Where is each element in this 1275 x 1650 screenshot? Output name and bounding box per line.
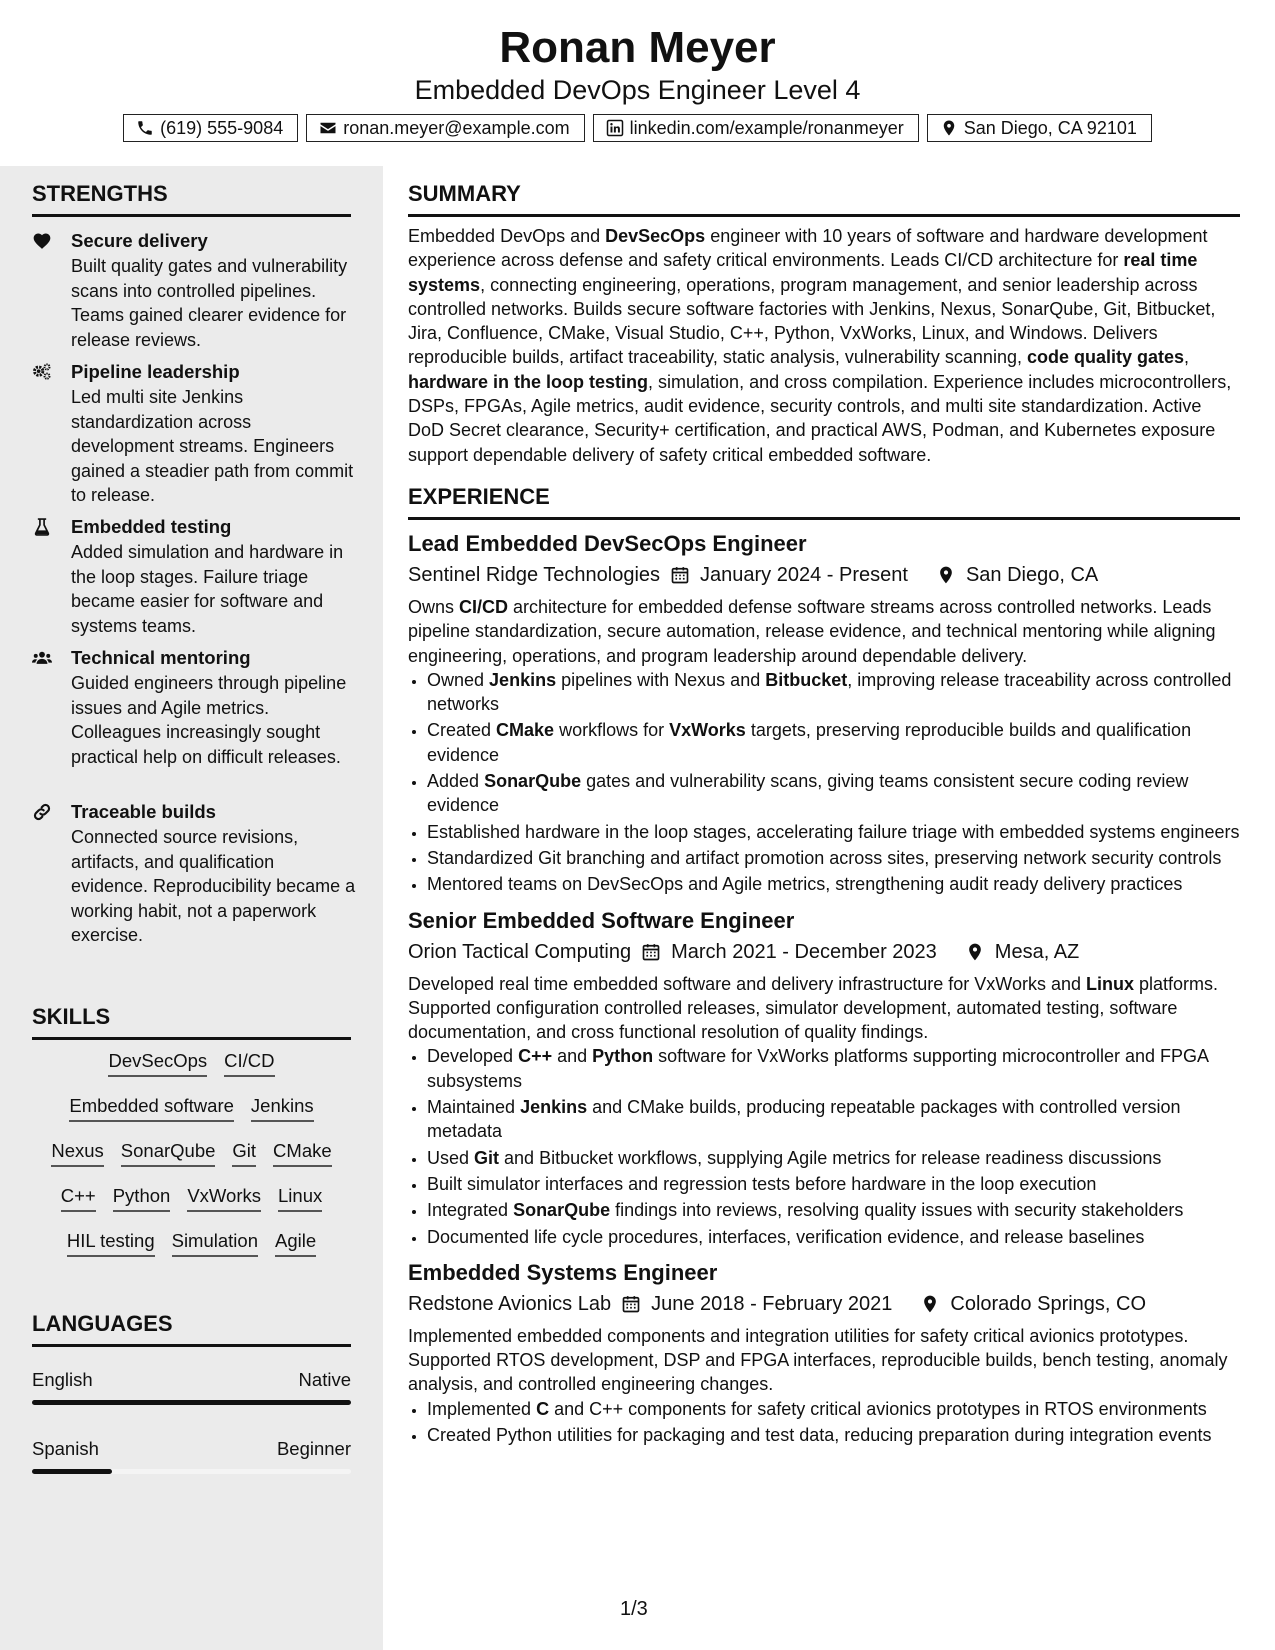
skill-tag: C++ [61, 1185, 96, 1212]
strengths-divider [32, 214, 351, 217]
summary-title: SUMMARY [408, 181, 521, 206]
summary-text [408, 224, 1240, 467]
text-run: , simulation, and cross compilation. Experience includes microcontrollers, DSPs, FPGAs, Agile metrics, audit evidence, security controls, and multi site standardization. Active DoD Secret clearance, Security+ certification, and practical AWS, Podman, and Kubernetes exposure support dependable delivery of safety critical embedded software. [408, 371, 1232, 465]
bullet-item [427, 1044, 1240, 1093]
language-proficiency-bar [32, 1400, 351, 1405]
job-description [408, 972, 1240, 1045]
job-title: Lead Embedded DevSecOps Engineer [408, 530, 807, 556]
skill-tag: Embedded software [69, 1095, 234, 1122]
language-proficiency-fill [32, 1469, 112, 1474]
bold-keyword: Linux [1086, 973, 1134, 994]
text-run: Owns [408, 596, 460, 617]
bullet-item [427, 668, 1240, 717]
text-run: Implemented [427, 1398, 537, 1419]
language-proficiency-bar [32, 1469, 351, 1474]
resume-header [0, 0, 1275, 166]
heart-icon [32, 231, 54, 253]
bold-keyword: Python [592, 1046, 654, 1067]
bold-keyword: code quality gates [1026, 347, 1185, 368]
bullet-item [427, 1423, 1240, 1447]
text-run: Established hardware in the loop stages, accelerating failure triage with embedded systems engineers [427, 821, 1240, 842]
contact-linkedin[interactable] [593, 114, 919, 142]
text-run: targets, preserving reproducible builds and qualification evidence [427, 720, 1192, 765]
contact-location[interactable] [927, 114, 1152, 142]
bold-keyword: C [536, 1398, 550, 1419]
text-run: Developed [427, 1046, 519, 1067]
strength-desc: Connected source revisions, artifacts, and qualification evidence. Reproducibility became a working habit, not a paperwork exercise. [71, 827, 356, 945]
map-pin-icon [965, 942, 985, 962]
job-dates: January 2024 - Present [700, 563, 908, 586]
language-name: Spanish [32, 1438, 99, 1459]
bullet-item [427, 718, 1240, 767]
bold-keyword: Jenkins [489, 669, 557, 690]
skill-tag: Nexus [51, 1140, 103, 1167]
experience-divider [408, 517, 1240, 520]
job-entry [408, 1259, 1240, 1447]
text-run: gates and vulnerability scans, giving teams consistent secure coding review evidence [427, 771, 1189, 816]
skills-list [32, 1050, 351, 1275]
job-entry [408, 530, 1240, 897]
language-name: English [32, 1369, 93, 1390]
text-run: Developed real time embedded software and delivery infrastructure for VxWorks and [408, 973, 1086, 994]
bold-keyword: CMake [496, 720, 555, 741]
bullet-item [427, 872, 1240, 896]
skills-divider [32, 1037, 351, 1040]
skill-row [32, 1140, 351, 1185]
text-run: Implemented embedded components and integration utilities for safety critical avionics prototypes. Supported RTOS development, DSP and FPGA interfaces, reproducible builds, bench testing, anomaly analysis, and controlled engineering changes. [408, 1325, 1228, 1395]
skill-row [32, 1050, 351, 1095]
company-name: Orion Tactical Computing [408, 940, 632, 963]
strength-desc: Built quality gates and vulnerability scans into controlled pipelines. Teams gained clearer evidence for release reviews. [71, 256, 348, 350]
linkedin-icon [606, 119, 624, 137]
main-content [408, 180, 1240, 1449]
skill-tag: Simulation [172, 1230, 258, 1257]
strength-desc: Added simulation and hardware in the loop stages. Failure triage became easier for software and systems teams. [71, 542, 344, 636]
gears-icon [32, 362, 54, 384]
bullet-item [427, 1172, 1240, 1196]
map-pin-icon [936, 565, 956, 585]
skill-row [32, 1185, 351, 1230]
experience-title: EXPERIENCE [408, 483, 550, 509]
text-run: and C++ components for safety critical avionics prototypes in RTOS environments [549, 1398, 1207, 1419]
text-run: findings into reviews, resolving quality issues with security stakeholders [610, 1200, 1184, 1221]
text-run: engineer with 10 years of software and hardware development experience across defense and safety critical environments. Leads CI/CD architecture for [408, 226, 1208, 271]
text-run: Integrated [427, 1200, 514, 1221]
bold-keyword: Jenkins [520, 1097, 588, 1118]
text-run: Maintained [427, 1097, 521, 1118]
strength-desc: Guided engineers through pipeline issues and Agile metrics. Colleagues increasingly sought practical help on difficult releases. [71, 673, 347, 767]
bold-keyword: real time systems [408, 250, 1198, 295]
text-run: pipelines with Nexus and [556, 669, 766, 690]
text-run: , [1184, 347, 1190, 368]
text-run: Owned [427, 669, 490, 690]
bullet-item [427, 1095, 1240, 1144]
skill-tag: Jenkins [251, 1095, 314, 1122]
skill-tag: HIL testing [67, 1230, 155, 1257]
strength-title: Traceable builds [71, 801, 216, 822]
skill-tag: CI/CD [224, 1050, 274, 1077]
bold-keyword: DevSecOps [605, 226, 706, 246]
bullet-item [427, 1225, 1240, 1249]
skill-tag: Linux [278, 1185, 322, 1212]
job-bullets [408, 1397, 1240, 1448]
languages-heading [32, 1310, 351, 1347]
text-run: , improving release traceability across controlled networks [427, 669, 1232, 715]
text-run: architecture for embedded defense software streams across controlled networks. Leads pipeline standardization, secure automation, release evidence, and technical mentoring while aligning engineering, operations, and program leadership around dependable delivery. [408, 596, 1216, 666]
language-level: Native [298, 1369, 351, 1390]
calendar-icon [621, 1294, 641, 1314]
text-run: and [552, 1046, 593, 1067]
contact-phone[interactable] [123, 114, 298, 142]
text-run: and CMake builds, producing repeatable packages with controlled version metadata [427, 1097, 1181, 1142]
skill-tag: CMake [273, 1140, 332, 1167]
skill-row [32, 1095, 351, 1140]
contact-bar [0, 114, 1275, 142]
bold-keyword: hardware in the loop testing [408, 371, 649, 392]
bold-keyword: SonarQube [484, 771, 582, 792]
strength-title: Secure delivery [71, 230, 208, 251]
text-run: workflows for [554, 720, 670, 741]
text-run: Created [427, 720, 497, 741]
languages-title: LANGUAGES [32, 1311, 173, 1336]
skill-tag: DevSecOps [108, 1050, 207, 1077]
job-bullets [408, 668, 1240, 897]
language-level: Beginner [276, 1438, 351, 1459]
text-run: Built simulator interfaces and regression tests before hardware in the loop execution [427, 1173, 1097, 1194]
job-title: Senior Embedded Software Engineer [408, 907, 795, 933]
languages-divider [32, 1344, 351, 1347]
strengths-title: STRENGTHS [32, 181, 168, 206]
skill-tag: VxWorks [187, 1185, 261, 1212]
link-icon [32, 802, 54, 824]
map-pin-icon [920, 1294, 940, 1314]
language-proficiency-fill [32, 1400, 351, 1405]
users-icon [32, 648, 54, 670]
bullet-item [427, 820, 1240, 844]
strength-title: Technical mentoring [71, 647, 251, 668]
company-name: Sentinel Ridge Technologies [408, 563, 661, 586]
strengths-heading [32, 180, 351, 217]
job-meta [408, 562, 1240, 588]
job-location: San Diego, CA [965, 563, 1099, 586]
phone-text: (619) 555-9084 [160, 117, 284, 138]
text-run: , connecting engineering, operations, program management, and senior leadership across controlled networks. Builds secure software factories with Jenkins, Nexus, SonarQube, Git, Bitbucket, Jira, Confluence, CMake, Visual Studio, C++, Python, VxWorks, Linux, and Windows. Delivers reproducible builds, artifact traceability, static analysis, vulnerability scanning, [408, 274, 1216, 368]
text-run: platforms. Supported configuration controlled releases, simulator development, automated testing, software documentation, and cross functional resolution of quality findings. [408, 973, 1219, 1043]
job-location: Mesa, AZ [994, 940, 1080, 963]
job-title: Embedded Systems Engineer [408, 1259, 718, 1285]
bullet-item [427, 1198, 1240, 1222]
bold-keyword: VxWorks [669, 720, 746, 741]
job-dates: June 2018 - February 2021 [651, 1292, 893, 1315]
calendar-icon [670, 565, 690, 585]
bold-keyword: SonarQube [513, 1200, 611, 1221]
map-pin-icon [940, 119, 958, 137]
email-text: ronan.meyer@example.com [343, 117, 570, 138]
bullet-item [427, 1146, 1240, 1170]
text-run: Used [427, 1147, 475, 1168]
job-description [408, 595, 1240, 668]
skill-tag: Git [232, 1140, 256, 1167]
text-run: Added [427, 771, 485, 792]
job-dates: March 2021 - December 2023 [671, 940, 937, 963]
text-run: software for VxWorks platforms supporting microcontroller and FPGA subsystems [427, 1046, 1209, 1091]
job-meta [408, 939, 1240, 965]
company-name: Redstone Avionics Lab [408, 1292, 612, 1315]
text-run: Standardized Git branching and artifact promotion across sites, preserving network security controls [427, 847, 1222, 868]
job-meta [408, 1291, 1240, 1317]
text-run: Created Python utilities for packaging and test data, reducing preparation during integration events [427, 1424, 1212, 1445]
bullet-item [427, 769, 1240, 818]
bullet-item [427, 1397, 1240, 1421]
skills-title: SKILLS [32, 1004, 111, 1029]
text-run: Embedded DevOps and [408, 226, 606, 246]
page-number: 1/3 [620, 1598, 648, 1620]
calendar-icon [641, 942, 661, 962]
contact-email[interactable] [306, 114, 584, 142]
bold-keyword: CI/CD [459, 596, 509, 617]
strength-desc: Led multi site Jenkins standardization across development streams. Engineers gained a steadier path from commit to release. [71, 387, 354, 505]
bold-keyword: Bitbucket [765, 669, 848, 690]
flask-icon [32, 517, 54, 539]
skill-tag: Python [113, 1185, 171, 1212]
text-run: Documented life cycle procedures, interfaces, verification evidence, and release baselines [427, 1226, 1145, 1247]
strength-title: Embedded testing [71, 516, 232, 537]
bullet-item [427, 846, 1240, 870]
location-text: San Diego, CA 92101 [963, 117, 1137, 138]
bold-keyword: C++ [518, 1046, 553, 1067]
skill-tag: SonarQube [121, 1140, 216, 1167]
linkedin-text: linkedin.com/example/ronanmeyer [629, 117, 904, 138]
job-location: Colorado Springs, CO [950, 1292, 1147, 1315]
job-description [408, 1324, 1240, 1397]
candidate-name: Ronan Meyer [499, 23, 776, 72]
job-entry [408, 907, 1240, 1249]
summary-divider [408, 214, 1240, 217]
skill-row [32, 1230, 351, 1275]
skill-tag: Agile [275, 1230, 316, 1257]
job-bullets [408, 1044, 1240, 1248]
candidate-role: Embedded DevOps Engineer Level 4 [414, 75, 861, 105]
bold-keyword: Git [474, 1147, 500, 1168]
skills-heading [32, 1003, 351, 1040]
phone-icon [136, 119, 154, 137]
text-run: and Bitbucket workflows, supplying Agile metrics for release readiness discussions [499, 1147, 1162, 1168]
text-run: Mentored teams on DevSecOps and Agile metrics, strengthening audit ready delivery practices [427, 874, 1183, 895]
envelope-icon [319, 119, 337, 137]
strength-title: Pipeline leadership [71, 361, 240, 382]
